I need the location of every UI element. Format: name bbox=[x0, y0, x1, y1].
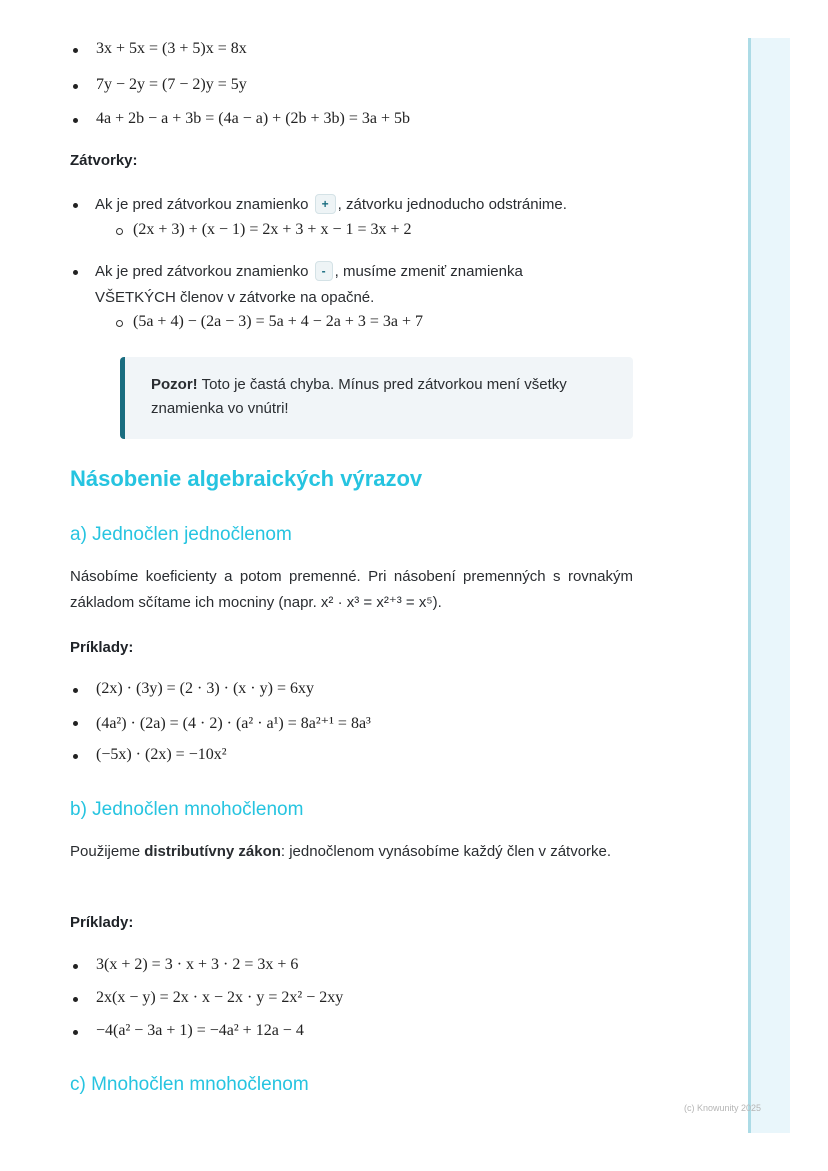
bullet bbox=[73, 997, 78, 1002]
minus-rule bbox=[95, 259, 523, 285]
bullet bbox=[73, 118, 78, 123]
bullet bbox=[73, 721, 78, 726]
subsection-title-a: a) Jednočlen jednočlenom bbox=[70, 524, 292, 545]
examples-heading: Príklady: bbox=[70, 639, 134, 656]
math-example: (2x) · (3y) = (2 · 3) · (x · y) = 6xy bbox=[96, 680, 314, 697]
bullet bbox=[73, 1030, 78, 1035]
math-example: (−5x) · (2x) = −10x² bbox=[96, 746, 227, 763]
bullet bbox=[73, 270, 78, 275]
math-example: (4a²) · (2a) = (4 · 2) · (a² · a¹) = 8a²⁺¹ = 8a³ bbox=[96, 715, 371, 732]
rule-text: Ak je pred zátvorkou znamienko bbox=[95, 196, 309, 213]
subsection-title-c: c) Mnohočlen mnohočlenom bbox=[70, 1074, 309, 1095]
bullet bbox=[73, 48, 78, 53]
bullet bbox=[73, 688, 78, 693]
subsection-title-b: b) Jednočlen mnohočlenom bbox=[70, 799, 304, 820]
callout-line: znamienka vo vnútri! bbox=[151, 400, 289, 417]
plus-sign-chip: + bbox=[315, 194, 336, 214]
paragraph-strong: distributívny zákon bbox=[144, 843, 281, 860]
paragraph bbox=[70, 839, 633, 865]
side-margin-panel bbox=[748, 38, 790, 1133]
section-title: Násobenie algebraických výrazov bbox=[70, 466, 423, 491]
bullet bbox=[73, 203, 78, 208]
examples-heading: Príklady: bbox=[70, 914, 134, 931]
bullet bbox=[73, 754, 78, 759]
callout-line: Toto je častá chyba. Mínus pred zátvorkou mení všetky bbox=[197, 376, 567, 393]
rule-text: , musíme zmeniť znamienka bbox=[334, 263, 523, 280]
rule-text: Ak je pred zátvorkou znamienko bbox=[95, 263, 309, 280]
math-example: 4a + 2b − a + 3b = (4a − a) + (2b + 3b) = 3a + 5b bbox=[96, 110, 411, 127]
minus-sign-chip: - bbox=[315, 261, 333, 281]
math-example: 7y − 2y = (7 − 2)y = 5y bbox=[96, 76, 247, 93]
copyright-footer: (c) Knowunity 2025 bbox=[684, 1103, 762, 1113]
paragraph-text: : jednočlenom vynásobíme každý člen v zátvorke. bbox=[280, 843, 612, 860]
callout-text bbox=[151, 373, 611, 397]
math-example: 2x(x − y) = 2x · x − 2x · y = 2x² − 2xy bbox=[96, 989, 344, 1006]
sub-bullet bbox=[116, 228, 123, 235]
math-example: 3(x + 2) = 3 · x + 3 · 2 = 3x + 6 bbox=[96, 956, 299, 973]
rule-text: VŠETKÝCH členov v zátvorke na opačné. bbox=[95, 289, 375, 306]
callout-strong: Pozor! bbox=[151, 376, 198, 393]
bullet bbox=[73, 964, 78, 969]
warning-callout bbox=[120, 357, 633, 439]
rule-text: , zátvorku jednoducho odstránime. bbox=[337, 196, 567, 213]
math-example: 3x + 5x = (3 + 5)x = 8x bbox=[96, 40, 247, 57]
math-example: −4(a² − 3a + 1) = −4a² + 12a − 4 bbox=[96, 1022, 304, 1039]
math-example: (2x + 3) + (x − 1) = 2x + 3 + x − 1 = 3x + 2 bbox=[133, 221, 412, 238]
math-example: (5a + 4) − (2a − 3) = 5a + 4 − 2a + 3 = 3a + 7 bbox=[133, 313, 424, 330]
brackets-heading: Zátvorky: bbox=[70, 152, 138, 169]
paragraph-text: Použijeme bbox=[70, 843, 145, 860]
paragraph: Násobíme koeficienty a potom premenné. Pri násobení premenných s rovnakým základom sčítame ich mocniny (napr. x² · x³ = x²⁺³ = x⁵). bbox=[70, 568, 633, 611]
sub-bullet bbox=[116, 320, 123, 327]
plus-rule bbox=[95, 192, 567, 218]
bullet bbox=[73, 84, 78, 89]
